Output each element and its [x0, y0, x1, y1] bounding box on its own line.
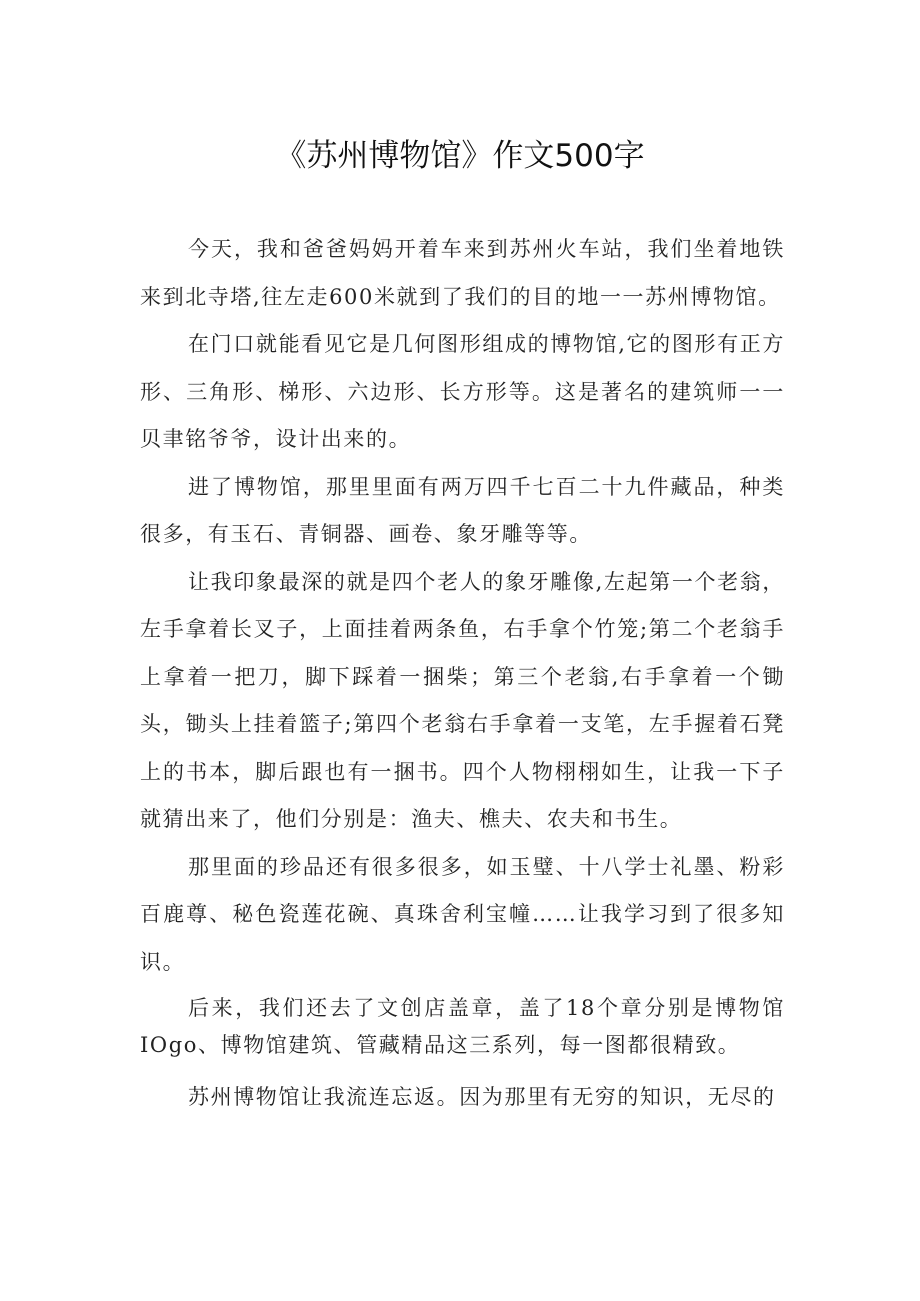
document-body	[140, 226, 785, 1122]
paragraph-arrival: 今天，我和爸爸妈妈开着车来到苏州火车站，我们坐着地铁来到北寺塔,往左走600米就到了我们的目的地一一苏州博物馆。	[140, 237, 785, 309]
paragraph-collection: 进了博物馆，那里里面有两万四千七百二十九件藏品，种类很多，有玉石、青铜器、画卷、象牙雕等等。	[140, 474, 785, 546]
paragraph-conclusion: 苏州博物馆让我流连忘返。因为那里有无穷的知识，无尽的	[188, 1085, 776, 1109]
document-title: 《苏州博物馆》作文500字	[275, 138, 645, 174]
paragraph-stamps: 后来，我们还去了文创店盖章，盖了18个章分别是博物馆IOgo、博物馆建筑、管藏精品这三系列，每一图都很精致。	[140, 996, 785, 1057]
paragraph-building: 在门口就能看见它是几何图形组成的博物馆,它的图形有正方形、三角形、梯形、六边形、长方形等。这是著名的建筑师一一贝聿铭爷爷，设计出来的。	[140, 332, 785, 451]
paragraph-treasures: 那里面的珍品还有很多很多，如玉璧、十八学士礼墨、粉彩百鹿尊、秘色瓷莲花碗、真珠舍利宝幢……让我学习到了很多知识。	[140, 854, 785, 974]
paragraph-ivory-carving: 让我印象最深的就是四个老人的象牙雕像,左起第一个老翁，左手拿着长叉子，上面挂着两条鱼，右手拿个竹笼;第二个老翁手上拿着一把刀，脚下踩着一捆柴；第三个老翁,右手拿着一个锄头，锄头上挂着篮子;第四个老翁右手拿着一支笔，左手握着石凳上的书本，脚后跟也有一捆书。四个人物栩栩如生，让我一下子就猜出来了，他们分别是：渔夫、樵夫、农夫和书生。	[140, 569, 785, 831]
